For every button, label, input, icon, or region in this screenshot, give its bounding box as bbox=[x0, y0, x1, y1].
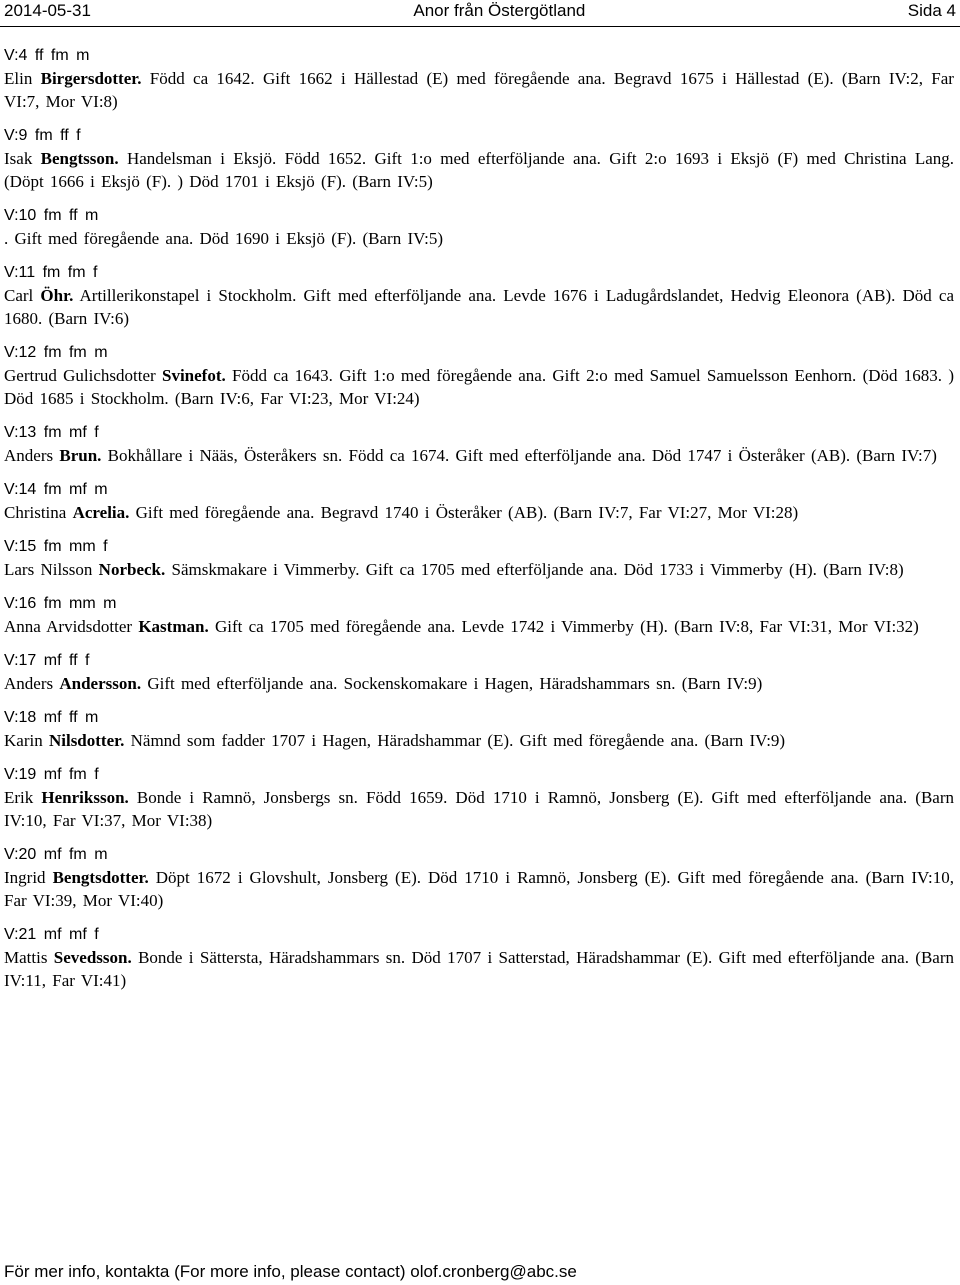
header-date: 2014-05-31 bbox=[4, 1, 91, 20]
surname: Nilsdotter. bbox=[48, 731, 125, 750]
details: Bonde i Ramnö, Jonsbergs sn. Född 1659. Död 1710 i Ramnö, Jonsberg (E). Gift med efterföljande ana. (Barn IV:10, Far VI:37, Mor VI:38) bbox=[4, 788, 954, 830]
details: Nämnd som fadder 1707 i Hagen, Häradshammar (E). Gift med föregående ana. (Barn IV:9) bbox=[124, 731, 786, 750]
ancestor-code: V:17 mf ff f bbox=[4, 652, 90, 669]
ancestor-description bbox=[4, 729, 954, 752]
ancestor-entry bbox=[4, 535, 954, 581]
surname: Henriksson. bbox=[41, 788, 129, 807]
surname: Sevedsson. bbox=[53, 948, 132, 967]
ancestor-entry bbox=[4, 124, 954, 193]
surname: Andersson. bbox=[59, 674, 142, 693]
details: Gift ca 1705 med föregående ana. Levde 1742 i Vimmerby (H). (Barn IV:8, Far VI:31, Mor VI:32) bbox=[208, 617, 919, 636]
ancestor-description bbox=[4, 672, 954, 695]
given-name: Elin bbox=[4, 69, 41, 88]
ancestor-code: V:11 fm fm f bbox=[4, 264, 98, 281]
ancestor-description bbox=[4, 147, 954, 193]
given-name: Anders bbox=[4, 674, 60, 693]
ancestor-description bbox=[4, 284, 954, 330]
footer-contact-text: För mer info, kontakta (For more info, please contact) olof.cronberg@abc.se bbox=[4, 1262, 577, 1281]
ancestor-description bbox=[4, 786, 954, 832]
ancestor-description bbox=[4, 364, 954, 410]
surname: Bengtsson. bbox=[40, 149, 119, 168]
given-name: Carl bbox=[4, 286, 41, 305]
ancestor-description bbox=[4, 444, 954, 467]
ancestor-description bbox=[4, 558, 954, 581]
ancestor-entry bbox=[4, 341, 954, 410]
ancestor-code: V:19 mf fm f bbox=[4, 766, 99, 783]
ancestor-code: V:14 fm mf m bbox=[4, 481, 108, 498]
ancestor-description bbox=[4, 866, 954, 912]
ancestor-entry bbox=[4, 592, 954, 638]
given-name: Mattis bbox=[4, 948, 54, 967]
given-name: Isak bbox=[4, 149, 41, 168]
given-name: Karin bbox=[4, 731, 49, 750]
details: Bonde i Sättersta, Häradshammars sn. Död 1707 i Satterstad, Häradshammar (E). Gift med efterföljande ana. (Barn IV:11, Far VI:41) bbox=[4, 948, 955, 990]
ancestor-entry bbox=[4, 44, 954, 113]
ancestor-code: V:13 fm mf f bbox=[4, 424, 99, 441]
ancestor-code: V:18 mf ff m bbox=[4, 709, 99, 726]
surname: Svinefot. bbox=[162, 366, 226, 385]
details: Sämskmakare i Vimmerby. Gift ca 1705 med efterföljande ana. Död 1733 i Vimmerby (H). (Barn IV:8) bbox=[165, 560, 904, 579]
details: Artillerikonstapel i Stockholm. Gift med efterföljande ana. Levde 1676 i Ladugårdslandet, Hedvig Eleonora (AB). Död ca 1680. (Barn IV:6) bbox=[4, 286, 954, 328]
surname: Öhr. bbox=[40, 286, 74, 305]
given-name: Anna Arvidsdotter bbox=[4, 617, 139, 636]
ancestor-entry bbox=[4, 763, 954, 832]
ancestor-entry bbox=[4, 923, 954, 992]
given-name: Anders bbox=[4, 446, 60, 465]
ancestor-description bbox=[4, 946, 954, 992]
ancestor-description bbox=[4, 615, 954, 638]
details: Född ca 1642. Gift 1662 i Hällestad (E) med föregående ana. Begravd 1675 i Hällestad (E). (Barn IV:2, Far VI:7, Mor VI:8) bbox=[4, 69, 954, 111]
details: Född ca 1643. Gift 1:o med föregående ana. Gift 2:o med Samuel Samuelsson Eenhorn. (Död 1683. ) Död 1685 i Stockholm. (Barn IV:6, Far VI:23, Mor VI:24) bbox=[4, 366, 955, 408]
header-title: Anor från Östergötland bbox=[413, 1, 586, 20]
given-name: Christina bbox=[4, 503, 73, 522]
given-name: Erik bbox=[4, 788, 42, 807]
surname: Kastman. bbox=[138, 617, 209, 636]
ancestor-entry bbox=[4, 478, 954, 524]
ancestor-description bbox=[4, 501, 954, 524]
header-page-number: Sida 4 bbox=[907, 1, 956, 20]
ancestor-entry bbox=[4, 421, 954, 467]
ancestor-entry bbox=[4, 706, 954, 752]
ancestor-code: V:4 ff fm m bbox=[4, 47, 90, 64]
ancestor-code: V:16 fm mm m bbox=[4, 595, 117, 612]
ancestor-code: V:20 mf fm m bbox=[4, 846, 108, 863]
ancestor-code: V:15 fm mm f bbox=[4, 538, 108, 555]
ancestor-description bbox=[4, 227, 954, 250]
details: Handelsman i Eksjö. Född 1652. Gift 1:o med efterföljande ana. Gift 2:o 1693 i Eksjö (F) med Christina Lang. (Döpt 1666 i Eksjö (F). ) Död 1701 i Eksjö (F). (Barn IV:5) bbox=[4, 149, 954, 191]
surname: Norbeck. bbox=[98, 560, 166, 579]
ancestor-code: V:10 fm ff m bbox=[4, 207, 99, 224]
surname: Birgersdotter. bbox=[40, 69, 142, 88]
ancestor-list bbox=[4, 44, 954, 1003]
surname: Bengtsdotter. bbox=[52, 868, 149, 887]
given-name: Lars Nilsson bbox=[4, 560, 99, 579]
page-header bbox=[4, 0, 956, 22]
ancestor-entry bbox=[4, 204, 954, 250]
ancestor-entry bbox=[4, 261, 954, 330]
surname: Acrelia. bbox=[72, 503, 130, 522]
details: Bokhållare i Nääs, Österåkers sn. Född ca 1674. Gift med efterföljande ana. Död 1747 i Österåker (AB). (Barn IV:7) bbox=[101, 446, 937, 465]
details: Gift med föregående ana. Begravd 1740 i Österåker (AB). (Barn IV:7, Far VI:27, Mor VI:28) bbox=[129, 503, 799, 522]
ancestor-code: V:21 mf mf f bbox=[4, 926, 99, 943]
details: . Gift med föregående ana. Död 1690 i Eksjö (F). (Barn IV:5) bbox=[4, 229, 444, 248]
ancestor-description bbox=[4, 67, 954, 113]
ancestor-code: V:9 fm ff f bbox=[4, 127, 81, 144]
header-divider bbox=[0, 26, 960, 27]
given-name: Ingrid bbox=[4, 868, 53, 887]
ancestor-entry bbox=[4, 843, 954, 912]
details: Gift med efterföljande ana. Sockenskomakare i Hagen, Häradshammars sn. (Barn IV:9) bbox=[141, 674, 763, 693]
ancestor-entry bbox=[4, 649, 954, 695]
surname: Brun. bbox=[59, 446, 102, 465]
ancestor-code: V:12 fm fm m bbox=[4, 344, 108, 361]
given-name: Gertrud Gulichsdotter bbox=[4, 366, 162, 385]
details: Döpt 1672 i Glovshult, Jonsberg (E). Död 1710 i Ramnö, Jonsberg (E). Gift med föregående ana. (Barn IV:10, Far VI:39, Mor VI:40) bbox=[4, 868, 955, 910]
page-footer bbox=[4, 1262, 956, 1284]
